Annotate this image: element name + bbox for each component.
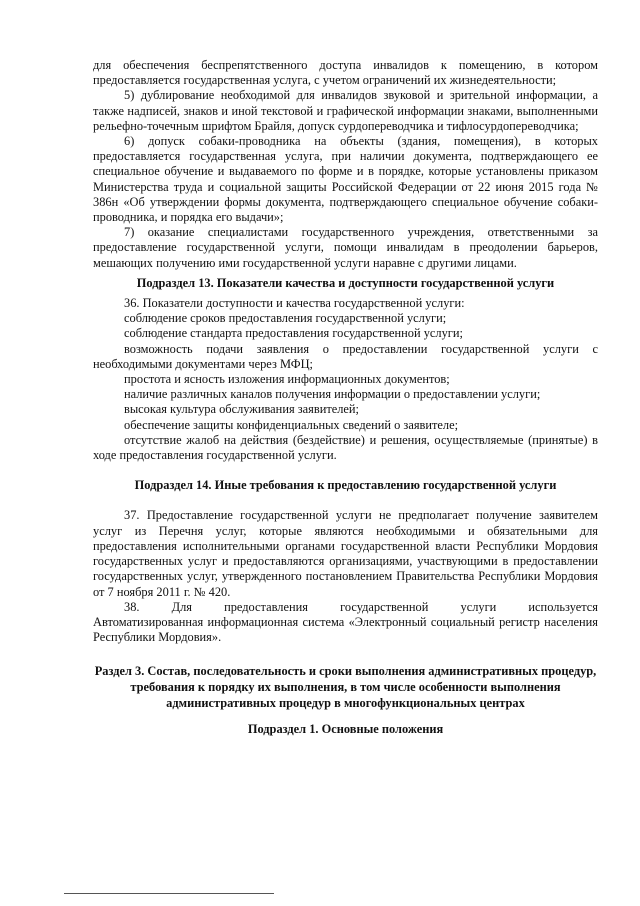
paragraph-item-5: 5) дублирование необходимой для инвалидов звуковой и зрительной информации, а также надписей, знаков и иной текстовой и графической информации знаками, выполненными рельефно-точечным шрифтом Брайля, допуск сурдопереводчика и тифлосурдопереводчика;: [93, 88, 598, 133]
paragraph-item-7: 7) оказание специалистами государственного учреждения, ответственными за предоставление государственной услуги, помощи инвалидам в преодолении барьеров, мешающих получению ими государственной услуги наравне с другими лицами.: [93, 225, 598, 270]
section-3-heading: Раздел 3. Состав, последовательность и сроки выполнения административных процедур, требования к порядку их выполнения, в том числе особенности выполнения административных процедур в многофункциональных центрах: [94, 664, 597, 711]
subsection-14-heading: Подраздел 14. Иные требования к предоставлению государственной услуги: [134, 478, 557, 493]
section-3-subsection-1-heading: Подраздел 1. Основные положения: [247, 722, 444, 737]
spacer: [93, 645, 598, 663]
quality-indicator-item: простота и ясность изложения информационных документов;: [124, 372, 450, 387]
paragraph-38-rest: Автоматизированная информационная система «Электронный социальный регистр населения Республики Мордовия».: [93, 614, 598, 645]
quality-indicator-item: обеспечение защиты конфиденциальных сведений о заявителе;: [124, 417, 459, 432]
spacer: [93, 498, 598, 508]
quality-indicator-item: отсутствие жалоб на действия (бездействие) и решения, осуществляемые (принятые) в ходе предоставления государственной услуги.: [93, 432, 598, 463]
paragraph-37: 37. Предоставление государственной услуги не предполагает получение заявителем услуг из Перечня услуг, которые являются необходимыми и обязательными для предоставления исполнительными органами государственной власти Республики Мордовия государственных услуг и предоставляются организациями, участвующими в предоставлении государственных услуг, утвержденного постановлением Правительства Республики Мордовия от 7 ноября 2011 г. № 420.: [93, 508, 598, 599]
quality-indicator-item: высокая культура обслуживания заявителей;: [124, 402, 359, 417]
subsection-13-heading: Подраздел 13. Показатели качества и доступности государственной услуги: [136, 275, 555, 290]
quality-indicator-item: 36. Показатели доступности и качества государственной услуги:: [124, 296, 465, 311]
quality-indicator-item: соблюдение сроков предоставления государственной услуги;: [124, 311, 447, 326]
quality-indicator-item: возможность подачи заявления о предоставлении государственной услуги с необходимыми документами через МФЦ;: [93, 341, 598, 371]
spacer: [93, 711, 598, 721]
quality-indicator-item: соблюдение стандарта предоставления государственной услуги;: [124, 326, 463, 341]
paragraph-item-6: 6) допуск собаки-проводника на объекты (здания, помещения), в которых предоставляется государственная услуга, при наличии документа, подтверждающего ее специальное обучение и выдаваемого по форме и в порядке, которые установлены приказом Министерства труда и социальной защиты Российской Федерации от 22 июня 2015 года № 386н «Об утверждении формы документа, подтверждающего специальное обучение собаки-проводника, и порядка его выдачи»;: [93, 134, 598, 225]
spacer: [93, 463, 598, 473]
paragraph-continuation: для обеспечения беспрепятственного доступа инвалидов к помещению, в котором предоставляется государственная услуга, с учетом ограничений их жизнедеятельности;: [93, 58, 598, 88]
quality-indicator-item: наличие различных каналов получения информации о предоставлении услуги;: [124, 387, 541, 402]
footer-rule: [64, 893, 274, 894]
document-page: [93, 58, 598, 737]
paragraph-38-first-line: 38. Для предоставления государственной услуги используется: [124, 599, 598, 614]
